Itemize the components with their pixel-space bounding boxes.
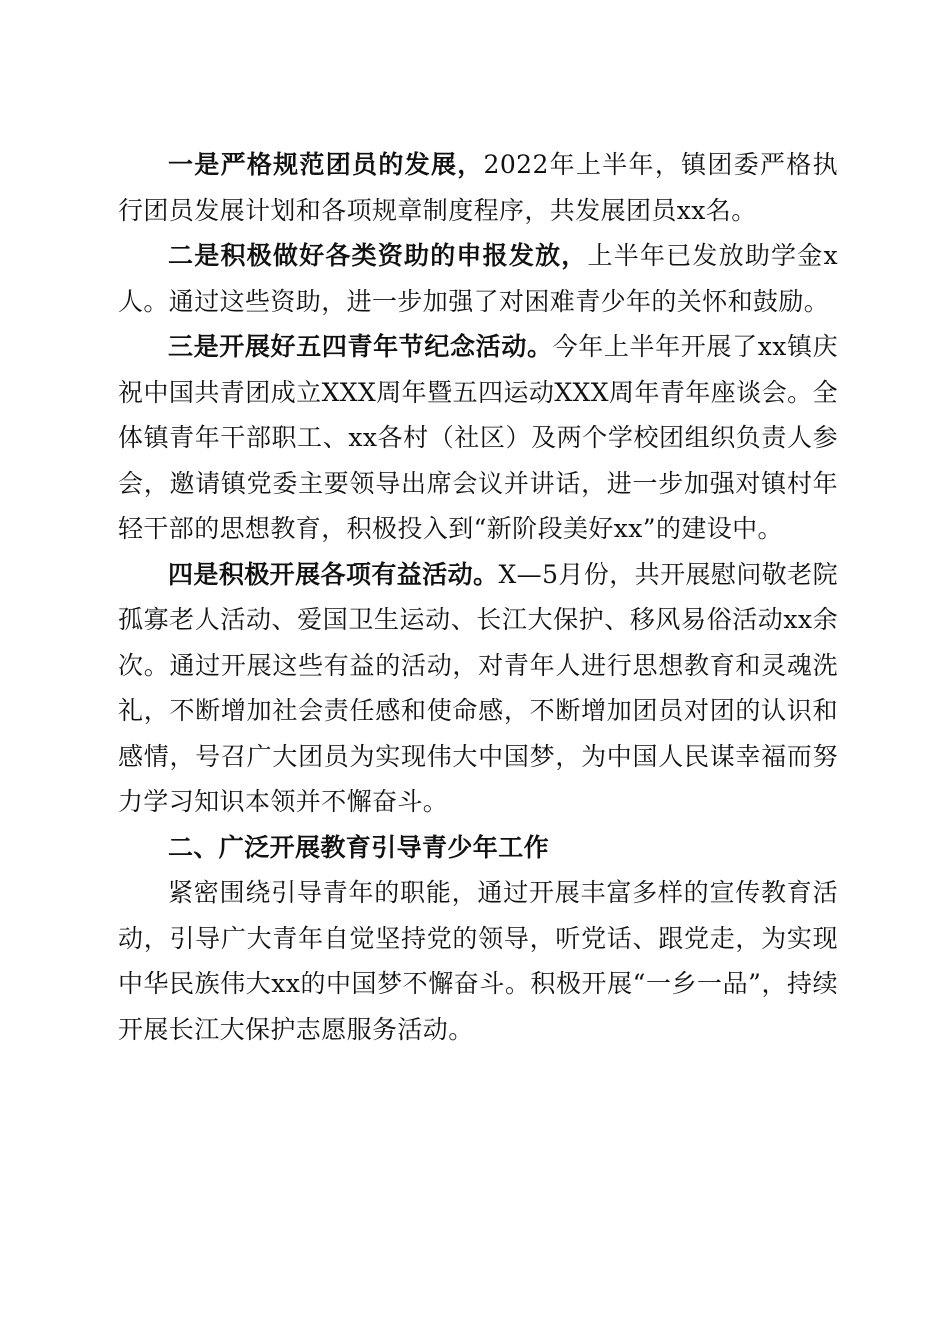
paragraph-beneficial-activities [118,552,838,825]
document-body [118,142,838,1052]
paragraph-member-development [118,142,838,233]
paragraph-text: 2022年上半年，镇团委严格执行团员发展计划和各项规章制度程序，共发展团员xx名。 [118,150,838,225]
paragraph-financial-aid [118,233,838,324]
paragraph-lead: 三是开展好五四青年节纪念活动。 [168,332,553,361]
paragraph-text: 上半年已发放助学金x人。通过这些资助，进一步加强了对困难青少年的关怀和鼓励。 [118,241,838,316]
paragraph-may-fourth-activity [118,324,838,552]
paragraph-education-guidance: 紧密围绕引导青年的职能，通过开展丰富多样的宣传教育活动，引导广大青年自觉坚持党的领导，听党话、跟党走，为实现中华民族伟大xx的中国梦不懈奋斗。积极开展“一乡一品”，持续开展长江大保护志愿服务活动。 [118,878,838,1044]
paragraph-lead: 二是积极做好各类资助的申报发放， [168,241,588,270]
paragraph-lead: 四是积极开展各项有益活动。 [168,559,499,589]
paragraph-lead: 一是严格规范团员的发展， [168,150,484,179]
paragraph-text: X—5月份，共开展慰问敬老院孤寡老人活动、爱国卫生运动、长江大保护、移风易俗活动xx余次。通过开展这些有益的活动，对青年人进行思想教育和灵魂洗礼，不断增加社会责任感和使命感，不断增加团员对团的认识和感情，号召广大团员为实现伟大中国梦，为中国人民谋幸福而努力学习知识本领并不懈奋斗。 [118,559,838,816]
section-heading: 二、广泛开展教育引导青少年工作 [168,832,550,862]
paragraph-text: 今年上半年开展了xx镇庆祝中国共青团成立XXX周年暨五四运动XXX周年青年座谈会。全体镇青年干部职工、xx各村（社区）及两个学校团组织负责人参会，邀请镇党委主要领导出席会议并讲话，进一步加强对镇村年轻干部的思想教育，积极投入到“新阶段美好xx”的建设中。 [118,332,838,543]
